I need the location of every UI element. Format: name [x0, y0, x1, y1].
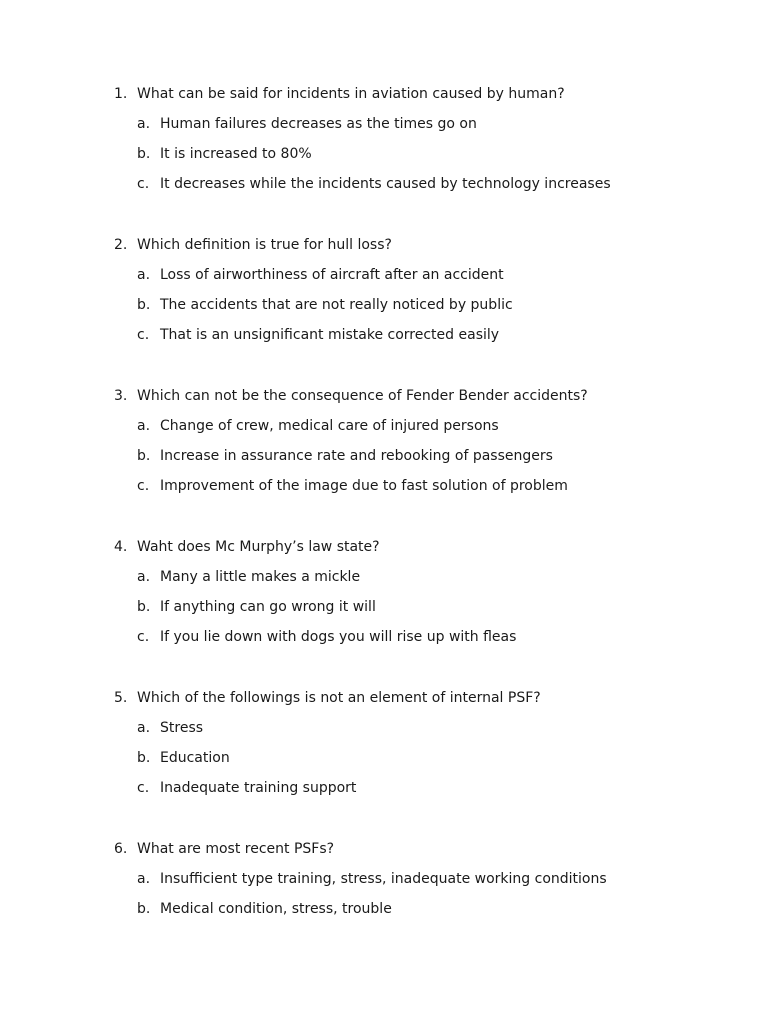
answer-option [137, 477, 568, 495]
option-text: Change of crew, medical care of injured persons [160, 418, 499, 434]
answer-option [137, 779, 356, 797]
option-text: Inadequate training support [160, 780, 357, 796]
option-text: If you lie down with dogs you will rise up with fleas [160, 629, 517, 645]
answer-option [137, 719, 203, 737]
option-letter: b. [137, 750, 151, 766]
option-text: Loss of airworthiness of aircraft after an accident [160, 267, 504, 283]
question-text [114, 85, 565, 103]
option-letter: a. [137, 116, 151, 132]
option-text: Medical condition, stress, trouble [160, 901, 392, 917]
question-number: 3. [114, 388, 128, 404]
option-letter: b. [137, 901, 151, 917]
question-label: Which definition is true for hull loss? [137, 237, 392, 253]
option-letter: a. [137, 418, 151, 434]
answer-option [137, 296, 513, 314]
option-text: Increase in assurance rate and rebooking of passengers [160, 448, 553, 464]
answer-option [137, 749, 230, 767]
option-letter: b. [137, 599, 151, 615]
answer-option [137, 870, 607, 888]
answer-option [137, 115, 477, 133]
option-text: Education [160, 750, 230, 766]
question-label: Which of the followings is not an element of internal PSF? [137, 690, 541, 706]
question-label: Which can not be the consequence of Fender Bender accidents? [137, 388, 588, 404]
answer-option [137, 266, 504, 284]
option-text: Insufficient type training, stress, inadequate working conditions [160, 871, 607, 887]
answer-option [137, 568, 360, 586]
option-letter: c. [137, 176, 150, 192]
option-text: It decreases while the incidents caused by technology increases [160, 176, 611, 192]
option-text: It is increased to 80% [160, 146, 312, 162]
answer-option [137, 598, 376, 616]
option-letter: b. [137, 297, 151, 313]
option-letter: c. [137, 478, 150, 494]
option-text: The accidents that are not really noticed by public [160, 297, 513, 313]
answer-option [137, 175, 611, 193]
question-number: 2. [114, 237, 128, 253]
option-text: Human failures decreases as the times go on [160, 116, 477, 132]
option-letter: a. [137, 267, 151, 283]
option-letter: c. [137, 780, 150, 796]
answer-option [137, 145, 312, 163]
question-text [114, 387, 588, 405]
question-number: 6. [114, 841, 128, 857]
option-letter: b. [137, 448, 151, 464]
option-letter: a. [137, 871, 151, 887]
option-letter: c. [137, 629, 150, 645]
answer-option [137, 417, 499, 435]
answer-option [137, 447, 553, 465]
question-label: What can be said for incidents in aviation caused by human? [137, 86, 565, 102]
option-text: That is an unsignificant mistake corrected easily [160, 327, 500, 343]
question-text [114, 689, 541, 707]
question-text [114, 840, 334, 858]
question-number: 5. [114, 690, 128, 706]
option-letter: c. [137, 327, 150, 343]
option-text: Many a little makes a mickle [160, 569, 361, 585]
option-letter: b. [137, 146, 151, 162]
answer-option [137, 326, 499, 344]
option-letter: a. [137, 720, 151, 736]
answer-option [137, 628, 516, 646]
question-number: 1. [114, 86, 128, 102]
option-text: Improvement of the image due to fast solution of problem [160, 478, 568, 494]
option-text: Stress [160, 720, 204, 736]
question-number: 4. [114, 539, 128, 555]
question-label: What are most recent PSFs? [137, 841, 335, 857]
question-text [114, 538, 380, 556]
option-text: If anything can go wrong it will [160, 599, 376, 615]
question-text [114, 236, 392, 254]
question-label: Waht does Mc Murphy’s law state? [137, 539, 380, 555]
answer-option [137, 900, 392, 918]
option-letter: a. [137, 569, 151, 585]
